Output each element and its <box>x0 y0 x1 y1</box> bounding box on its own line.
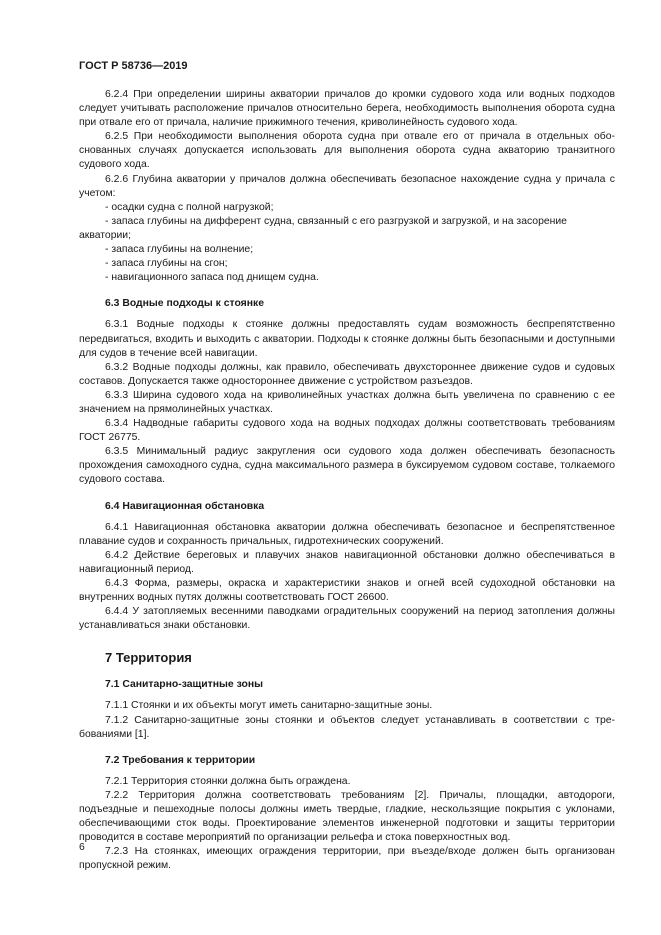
paragraph: 7.1.1 Стоянки и их объекты могут иметь санитарно-защитные зоны. <box>105 700 433 712</box>
paragraph: 7.2.1 Территория стоянки должна быть ограждена. <box>105 775 351 787</box>
paragraph: 7.1.2 Санитарно-защитные зоны стоянки и объектов следует устанавливать в соответствии с требованиями [1]. <box>79 714 615 740</box>
list-item: - навигационного запаса под днищем судна. <box>105 272 319 284</box>
paragraph: 6.2.6 Глубина акватории у причалов должна обеспечивать безопасное нахождение судна у причала с учетом: <box>79 173 615 199</box>
list-item: - запаса глубины на дифферент судна, связанный с его разгрузкой и загрузкой, и на засорение акватории; <box>79 215 567 241</box>
paragraph: 6.4.2 Действие береговых и плавучих знаков навигационной обстановки должно обеспечиваться в навигационный период. <box>79 549 615 575</box>
paragraph: 7.2.2 Территория должна соответствовать требованиям [2]. Причалы, площадки, автодороги, подъездные и пешеходные полосы должны иметь твердые, гладкие, нескользящие покрытия с уклонами, обеспечивающими сток воды. Проектирование элементов инженерной подготовки и защиты территории проводится в составе мероприятий по организации рельефа и стока поверхностных вод. <box>79 789 615 844</box>
subsection-heading: 6.3 Водные подходы к стоянке <box>105 298 264 310</box>
subsection-heading: 6.4 Навигационная обстановка <box>105 500 265 512</box>
document-header: ГОСТ Р 58736—2019 <box>79 60 188 72</box>
paragraph: 6.4.1 Навигационная обстановка акватории должна обеспечивать безопасное и беспрепятственное плавание судов и сохранность причальных, гидротехнических сооружений. <box>79 521 615 547</box>
paragraph: 6.3.2 Водные подходы должны, как правило, обеспечивать двухстороннее движение судов и судовых составов. Допускается также одностороннее движение с устройством разъездов. <box>79 361 615 387</box>
paragraph: 6.2.5 При необходимости выполнения оборота судна при отвале его от причала в отдельных обоснованных случаях допускается использовать для выполнения оборота судна акваторию транзитного судового хода. <box>79 131 615 171</box>
paragraph: 6.3.5 Минимальный радиус закругления оси судового хода должен обеспечивать безопасность прохождения самоходного судна, судна максимального размера в буксируемом судовом составе, толкаемого судового состава. <box>79 446 615 486</box>
subsection-heading: 7.2 Требования к территории <box>105 754 256 766</box>
subsection-heading: 7.1 Санитарно-защитные зоны <box>105 679 263 691</box>
paragraph: 6.2.4 При определении ширины акватории причалов до кромки судового хода или водных подходов следует учитывать расположение причалов относительно берега, необходимость выполнения оборота судна при отвале его от причала, наличие прижимного течения, криволинейность судового хода. <box>79 89 615 129</box>
document-body <box>79 88 615 874</box>
paragraph: 6.4.3 Форма, размеры, окраска и характеристики знаков и огней всей судоходной обстановки на внутренних водных путях должны соответствовать ГОСТ 26600. <box>79 578 615 604</box>
paragraph: 6.4.4 У затопляемых весенними паводками оградительных сооружений на период затопления должны устанавливаться знаки обстановки. <box>79 606 615 632</box>
paragraph: 6.3.1 Водные подходы к стоянке должны предоставлять судам возможность беспрепятственно передвигаться, входить и выходить с акватории. Подходы к стоянке должны быть безопасными и доступными для судов в течение всей навигации. <box>79 319 615 359</box>
paragraph: 6.3.4 Надводные габариты судового хода на водных подходах должны соответствовать требованиям ГОСТ 26775. <box>79 418 615 444</box>
page-number: 6 <box>79 842 85 853</box>
paragraph: 6.3.3 Ширина судового хода на криволинейных участках должна быть увеличена по сравнению с ее значением на прямолинейных участках. <box>79 389 615 415</box>
section-heading: 7 Территория <box>105 650 192 666</box>
list-item: - осадки судна с полной нагрузкой; <box>105 201 274 213</box>
list-item: - запаса глубины на волнение; <box>105 244 254 256</box>
list-item: - запаса глубины на сгон; <box>105 258 228 270</box>
paragraph: 7.2.3 На стоянках, имеющих ограждения территории, при въезде/входе должен быть организован пропускной режим. <box>79 846 615 872</box>
